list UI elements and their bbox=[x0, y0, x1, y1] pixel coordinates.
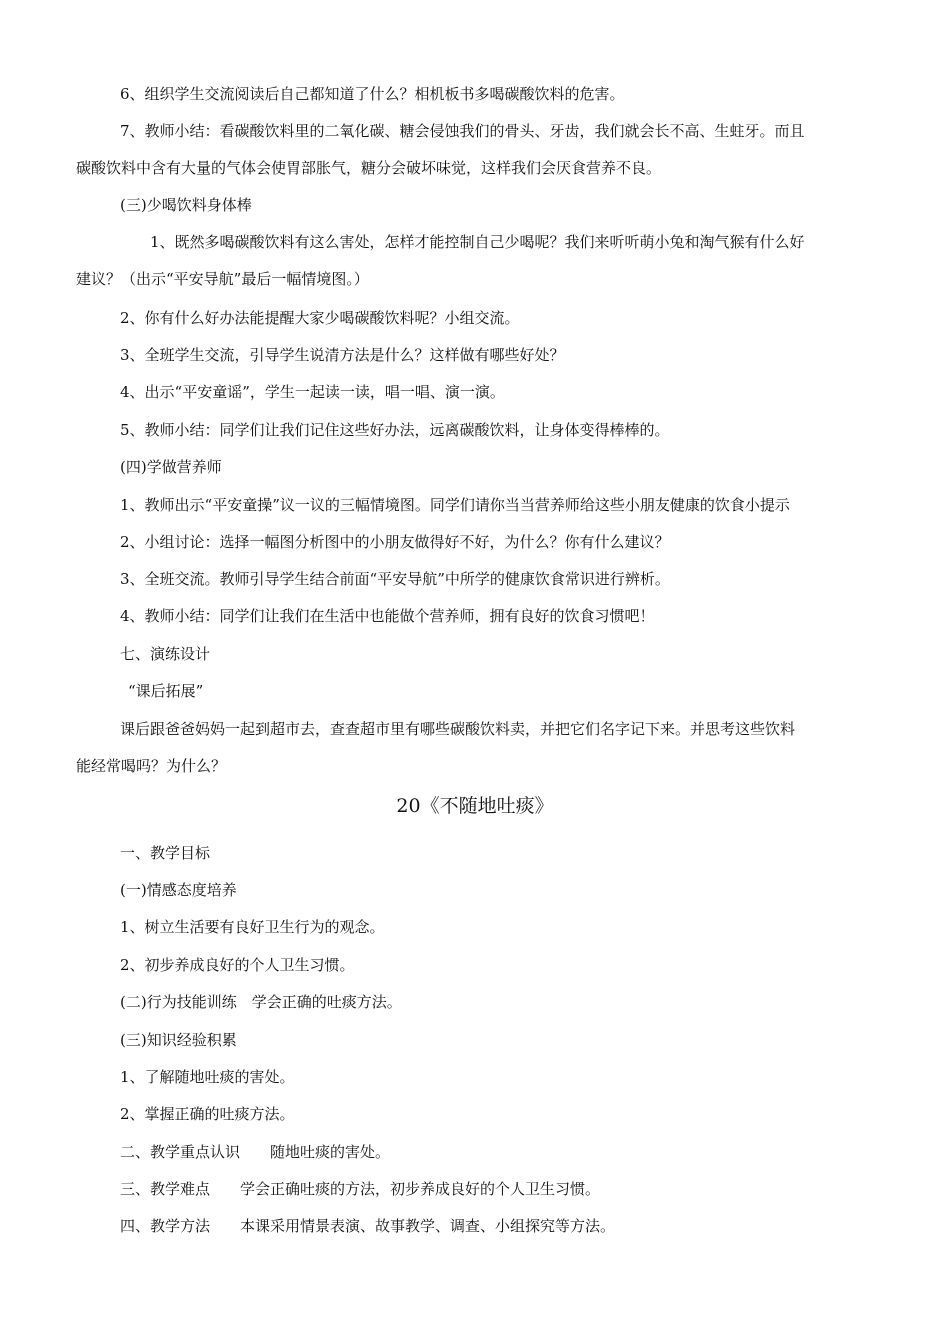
paragraph-line: 6、组织学生交流阅读后自己都知道了什么？相机板书多喝碳酸饮料的危害。 bbox=[120, 85, 625, 103]
section-heading: 一、教学目标 bbox=[120, 844, 211, 862]
paragraph-line: 4、教师小结：同学们让我们在生活中也能做个营养师，拥有良好的饮食习惯吧！ bbox=[120, 607, 655, 625]
paragraph-line: 建议？（出示“平安导航”最后一幅情境图。） bbox=[76, 270, 369, 288]
section-heading: (三)少喝饮料身体棒 bbox=[120, 196, 252, 214]
section-heading: (四)学做营养师 bbox=[120, 458, 222, 476]
paragraph-line: 3、全班交流。教师引导学生结合前面“平安导航”中所学的健康饮食常识进行辨析。 bbox=[120, 570, 670, 588]
paragraph-line: 1、树立生活要有良好卫生行为的观念。 bbox=[120, 918, 385, 936]
paragraph-line: 课后跟爸爸妈妈一起到超市去，查查超市里有哪些碳酸饮料卖，并把它们名字记下来。并思考这些饮料 bbox=[120, 720, 796, 738]
paragraph-line: 3、全班学生交流，引导学生说清方法是什么？这样做有哪些好处？ bbox=[120, 346, 565, 364]
section-heading: 七、演练设计 bbox=[120, 645, 211, 663]
paragraph-line: 2、小组讨论：选择一幅图分析图中的小朋友做得好不好，为什么？你有什么建议？ bbox=[120, 533, 670, 551]
paragraph-line: 2、掌握正确的吐痰方法。 bbox=[120, 1105, 295, 1123]
paragraph-line: 5、教师小结：同学们让我们记住这些好办法，远离碳酸饮料，让身体变得棒棒的。 bbox=[120, 421, 670, 439]
paragraph-line: 三、教学难点 学会正确吐痰的方法，初步养成良好的个人卫生习惯。 bbox=[120, 1180, 601, 1198]
paragraph-line: 7、教师小结：看碳酸饮料里的二氧化碳、糖会侵蚀我们的骨头、牙齿，我们就会长不高、生蛀牙。而且 bbox=[120, 122, 805, 140]
paragraph-line: 4、出示“平安童谣”，学生一起读一读，唱一唱、演一演。 bbox=[120, 383, 505, 401]
paragraph-line: 二、教学重点认识 随地吐痰的害处。 bbox=[120, 1143, 391, 1161]
lesson-title: 20《不随地吐痰》 bbox=[396, 795, 554, 817]
paragraph-line: 1、既然多喝碳酸饮料有这么害处，怎样才能控制自己少喝呢？我们来听听萌小兔和淘气猴有什么好 bbox=[150, 233, 805, 251]
paragraph-line: “课后拓展” bbox=[128, 682, 204, 700]
paragraph-line: 2、初步养成良好的个人卫生习惯。 bbox=[120, 956, 355, 974]
paragraph-line: (二)行为技能训练 学会正确的吐痰方法。 bbox=[120, 993, 402, 1011]
paragraph-line: 碳酸饮料中含有大量的气体会使胃部胀气，糖分会破坏味觉，这样我们会厌食营养不良。 bbox=[76, 159, 662, 177]
paragraph-line: 1、了解随地吐痰的害处。 bbox=[120, 1068, 295, 1086]
paragraph-line: 四、教学方法 本课采用情景表演、故事教学、调查、小组探究等方法。 bbox=[120, 1217, 616, 1235]
paragraph-line: 1、教师出示“平安童操”议一议的三幅情境图。同学们请你当当营养师给这些小朋友健康的饮食小提示 bbox=[120, 496, 790, 514]
paragraph-line: 能经常喝吗？为什么？ bbox=[76, 757, 227, 775]
section-heading: (三)知识经验积累 bbox=[120, 1031, 237, 1049]
section-heading: (一)情感态度培养 bbox=[120, 881, 237, 899]
paragraph-line: 2、你有什么好办法能提醒大家少喝碳酸饮料呢？小组交流。 bbox=[120, 309, 520, 327]
